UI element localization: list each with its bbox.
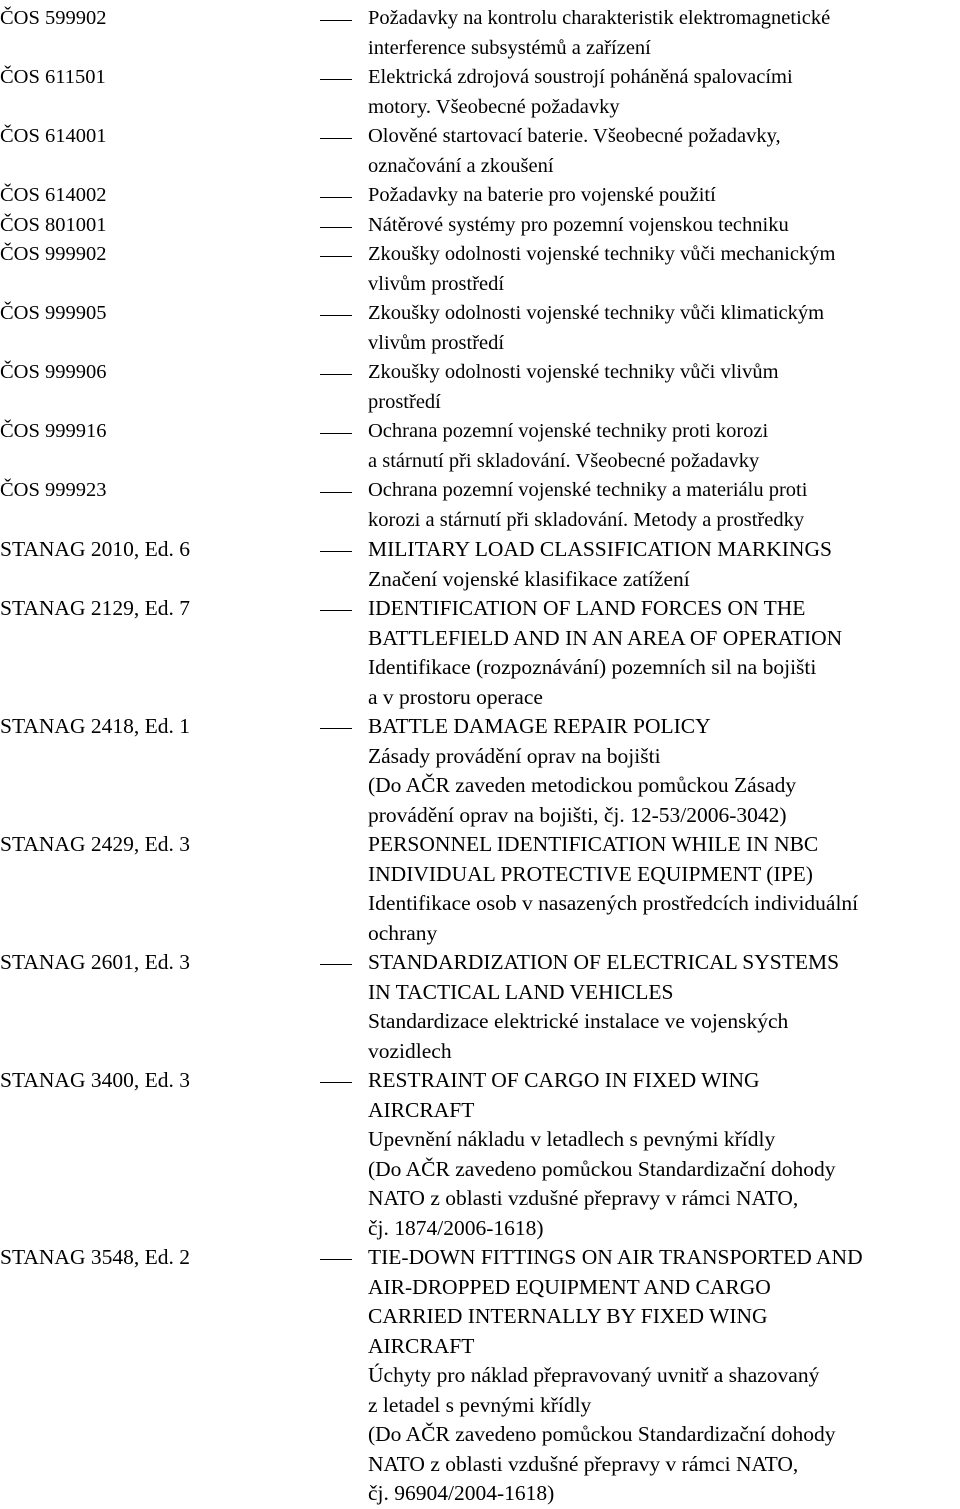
standard-description: [368, 122, 960, 181]
description-line: Zkoušky odolnosti vojenské techniky vůči vlivům: [368, 361, 779, 383]
standard-code: ČOS 999923: [0, 479, 107, 501]
description-line: označování a zkoušení: [368, 154, 554, 177]
description-line: a v prostoru operace: [368, 684, 543, 709]
dash-separator: [320, 1243, 368, 1273]
standard-code: STANAG 3548, Ed. 2: [0, 1245, 190, 1269]
description-line: Ochrana pozemní vojenské techniky proti korozi: [368, 420, 769, 442]
description-line: Požadavky na baterie pro vojenské použití: [368, 184, 716, 206]
description-line: korozi a stárnutí při skladování. Metody a prostředky: [368, 508, 805, 531]
description-line: Olověné startovací baterie. Všeobecné požadavky,: [368, 125, 781, 147]
standard-code: ČOS 801001: [0, 213, 107, 236]
description-line: AIRCRAFT: [368, 1097, 475, 1122]
description-line: NATO z oblasti vzdušné přepravy v rámci NATO,: [368, 1451, 799, 1476]
description-line: Upevnění nákladu v letadlech s pevnými křídly: [368, 1127, 776, 1151]
dash-separator: [320, 417, 368, 447]
standard-code: STANAG 2601, Ed. 3: [0, 950, 190, 974]
standard-description: [368, 240, 960, 299]
description-line: NATO z oblasti vzdušné přepravy v rámci NATO,: [368, 1186, 799, 1210]
standard-description: [368, 594, 960, 712]
description-line: Značení vojenské klasifikace zatížení: [368, 566, 690, 591]
description-line: čj. 96904/2004-1618): [368, 1481, 555, 1505]
description-line: motory. Všeobecné požadavky: [368, 95, 620, 118]
description-line: IDENTIFICATION OF LAND FORCES ON THE: [368, 596, 806, 620]
description-line: vlivům prostředí: [368, 331, 505, 354]
standard-entry: [0, 476, 960, 535]
standard-code: ČOS 599902: [0, 7, 107, 29]
description-line: Zkoušky odolnosti vojenské techniky vůči mechanickým: [368, 243, 836, 265]
standard-description: [368, 63, 960, 122]
description-line: TIE-DOWN FITTINGS ON AIR TRANSPORTED AND: [368, 1245, 863, 1269]
description-line: Nátěrové systémy pro pozemní vojenskou techniku: [368, 213, 789, 236]
description-line: čj. 1874/2006-1618): [368, 1215, 544, 1240]
dash-separator: [320, 476, 368, 506]
standard-code: ČOS 999905: [0, 302, 107, 324]
standard-entry: [0, 535, 960, 594]
dash-separator: [320, 181, 368, 211]
standard-code: STANAG 2010, Ed. 6: [0, 537, 190, 561]
dash-separator: [320, 594, 368, 624]
standard-description: [368, 1066, 960, 1243]
description-line: IN TACTICAL LAND VEHICLES: [368, 979, 674, 1004]
description-line: Zásady provádění oprav na bojišti: [368, 743, 661, 768]
standard-entry: [0, 358, 960, 417]
dash-separator: [320, 948, 368, 978]
standard-description: [368, 476, 960, 535]
dash-separator: [320, 535, 368, 565]
description-line: z letadel s pevnými křídly: [368, 1392, 592, 1417]
description-line: Identifikace (rozpoznávání) pozemních sil na bojišti: [368, 655, 817, 679]
dash-separator: [320, 299, 368, 329]
standard-code: ČOS 999906: [0, 361, 107, 383]
standard-code: ČOS 999902: [0, 243, 107, 265]
dash-separator: [320, 240, 368, 270]
dash-separator: [320, 4, 368, 34]
description-line: vlivům prostředí: [368, 272, 505, 295]
standard-code: STANAG 3400, Ed. 3: [0, 1068, 190, 1092]
standard-code: ČOS 611501: [0, 66, 106, 88]
standard-entry: [0, 4, 960, 63]
standard-description: [368, 830, 960, 948]
standard-code: ČOS 614001: [0, 125, 107, 147]
standard-entry: [0, 948, 960, 1066]
description-line: ochrany: [368, 920, 438, 945]
standard-code: STANAG 2129, Ed. 7: [0, 596, 190, 620]
description-line: Úchyty pro náklad přepravovaný uvnitř a shazovaný: [368, 1363, 820, 1387]
standard-description: [368, 299, 960, 358]
description-line: a stárnutí při skladování. Všeobecné požadavky: [368, 449, 760, 472]
description-line: Elektrická zdrojová soustrojí poháněná spalovacími: [368, 66, 793, 88]
description-line: PERSONNEL IDENTIFICATION WHILE IN NBC: [368, 832, 819, 856]
description-line: STANDARDIZATION OF ELECTRICAL SYSTEMS: [368, 950, 840, 974]
description-line: Standardizace elektrické instalace ve vojenských: [368, 1009, 789, 1033]
description-line: vozidlech: [368, 1038, 452, 1063]
description-line: (Do AČR zavedeno pomůckou Standardizační dohody: [368, 1422, 836, 1446]
standard-description: [368, 4, 960, 63]
description-line: RESTRAINT OF CARGO IN FIXED WING: [368, 1068, 760, 1092]
description-line: Zkoušky odolnosti vojenské techniky vůči klimatickým: [368, 302, 825, 324]
standard-description: [368, 417, 960, 476]
standard-code: ČOS 614002: [0, 184, 107, 206]
description-line: interference subsystémů a zařízení: [368, 36, 651, 59]
standard-entry: [0, 181, 960, 211]
standard-description: [368, 1243, 960, 1509]
description-line: CARRIED INTERNALLY BY FIXED WING: [368, 1304, 768, 1328]
standard-code: STANAG 2418, Ed. 1: [0, 714, 190, 738]
dash-separator: [320, 63, 368, 93]
standard-entry: [0, 712, 960, 830]
standard-entry: [0, 240, 960, 299]
dash-separator: [320, 712, 368, 742]
description-line: BATTLE DAMAGE REPAIR POLICY: [368, 714, 711, 738]
standard-code: ČOS 999916: [0, 420, 107, 442]
standard-description: [368, 181, 960, 211]
standard-code: STANAG 2429, Ed. 3: [0, 832, 190, 856]
standard-description: [368, 712, 960, 830]
standard-entry: [0, 122, 960, 181]
description-line: Identifikace osob v nasazených prostředcích individuální: [368, 891, 859, 915]
standard-entry: [0, 211, 960, 241]
standard-entry: [0, 1243, 960, 1509]
standard-description: [368, 948, 960, 1066]
standard-entry: [0, 594, 960, 712]
dash-separator: [320, 122, 368, 152]
standard-entry: [0, 1066, 960, 1243]
standard-description: [368, 211, 960, 241]
description-line: Požadavky na kontrolu charakteristik elektromagnetické: [368, 7, 831, 29]
dash-separator: [320, 830, 368, 860]
description-line: BATTLEFIELD AND IN AN AREA OF OPERATION: [368, 625, 843, 650]
dash-separator: [320, 1066, 368, 1096]
dash-separator: [320, 211, 368, 241]
description-line: (Do AČR zaveden metodickou pomůckou Zásady: [368, 773, 797, 797]
description-line: Ochrana pozemní vojenské techniky a materiálu proti: [368, 479, 808, 501]
standard-entry: [0, 417, 960, 476]
dash-separator: [320, 358, 368, 388]
description-line: INDIVIDUAL PROTECTIVE EQUIPMENT (IPE): [368, 861, 813, 886]
description-line: MILITARY LOAD CLASSIFICATION MARKINGS: [368, 537, 832, 561]
description-line: AIRCRAFT: [368, 1333, 475, 1358]
description-line: provádění oprav na bojišti, čj. 12-53/2006-3042): [368, 802, 787, 827]
standard-entry: [0, 299, 960, 358]
standard-entry: [0, 830, 960, 948]
description-line: (Do AČR zavedeno pomůckou Standardizační dohody: [368, 1156, 836, 1181]
description-line: prostředí: [368, 390, 441, 413]
standard-description: [368, 535, 960, 594]
description-line: AIR-DROPPED EQUIPMENT AND CARGO: [368, 1274, 771, 1299]
standard-description: [368, 358, 960, 417]
standard-entry: [0, 63, 960, 122]
